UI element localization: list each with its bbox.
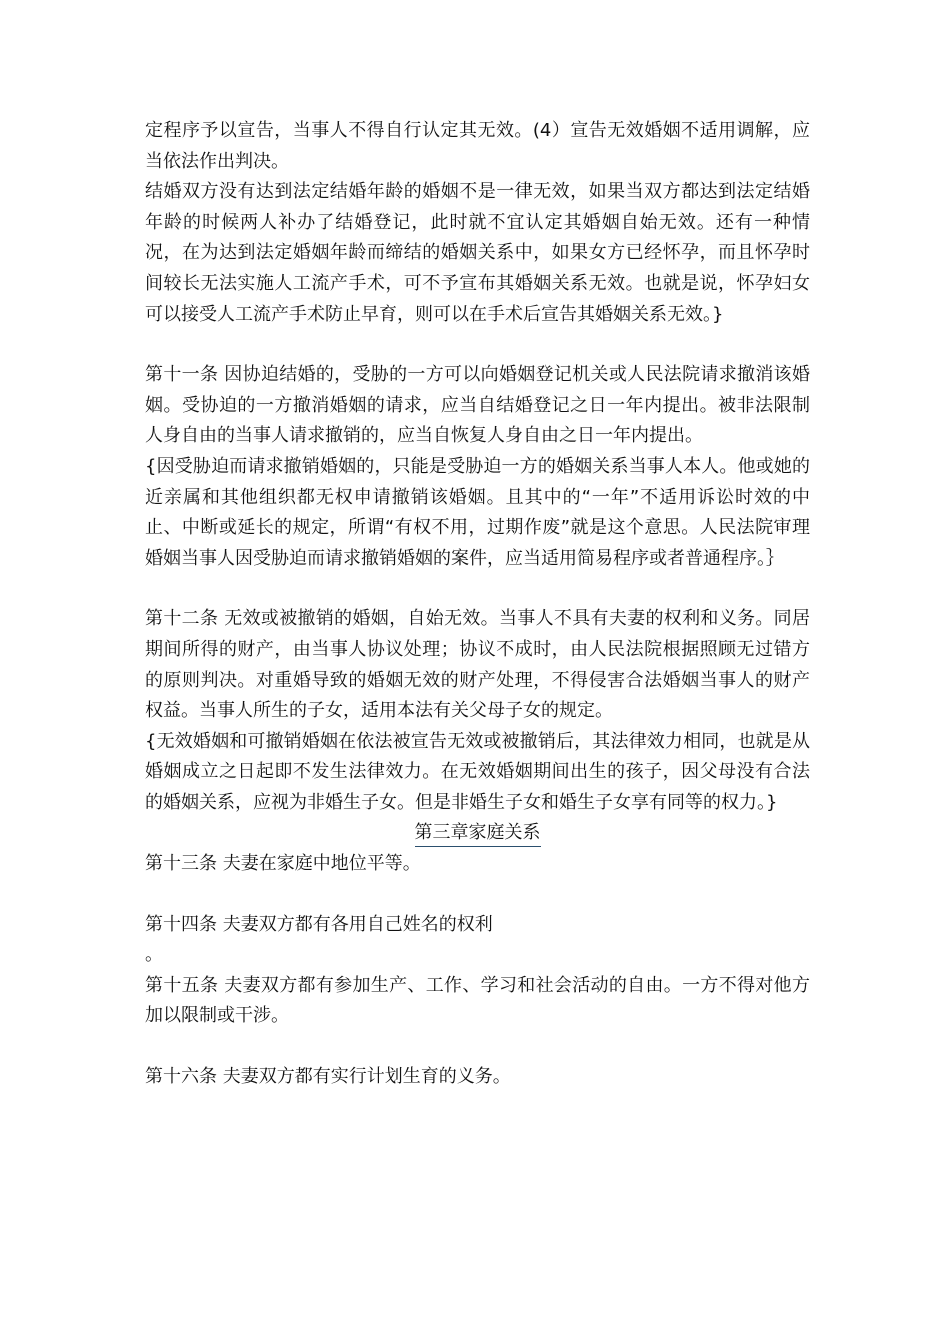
article-16: 第十六条 夫妻双方都有实行计划生育的义务。: [145, 1066, 511, 1088]
paragraph-gap: [145, 574, 810, 604]
paragraph-gap: [145, 1032, 810, 1062]
article-13: 第十三条 夫妻在家庭中地位平等。: [145, 853, 421, 875]
article-12-note: {无效婚姻和可撤销婚姻在依法被宣告无效或被撤销后，其法律效力相同，也就是从婚姻成立之日起即不发生法律效力。在无效婚姻期间出生的孩子，因父母没有合法的婚姻关系，应视为非婚生子女。但是非婚生子女和婚生子女享有同等的权力。}: [145, 730, 810, 813]
article-11: 第十一条 因协迫结婚的，受胁的一方可以向婚姻登记机关或人民法院请求撤消该婚姻。受协迫的一方撤消婚姻的请求，应当自结婚登记之日一年内提出。被非法限制人身自由的当事人请求撤销的，应当自恢复人身自由之日一年内提出。: [145, 364, 810, 447]
article-15: 第十五条 夫妻双方都有参加生产、工作、学习和社会活动的自由。一方不得对他方加以限制或干涉。: [145, 974, 810, 1027]
paragraph-art10-note: 结婚双方没有达到法定结婚年龄的婚姻不是一律无效，如果当双方都达到法定结婚年龄的时候两人补办了结婚登记，此时就不宜认定其婚姻自始无效。还有一种情况，在为达到法定婚姻年龄而缔结的婚姻关系中，如果女方已经怀孕，而且怀孕时间较长无法实施人工流产手术，可不予宣布其婚姻关系无效。也就是说，怀孕妇女可以接受人工流产手术防止早育，则可以在手术后宣告其婚姻关系无效。}: [145, 181, 810, 325]
document-body: [145, 116, 810, 1093]
chapter-title: 第三章家庭关系: [415, 821, 541, 847]
article-14-tail: 。: [145, 944, 163, 966]
paragraph-gap: [145, 880, 810, 910]
article-14: 第十四条 夫妻双方都有各用自己姓名的权利: [145, 913, 493, 935]
article-12: 第十二条 无效或被撤销的婚姻，自始无效。当事人不具有夫妻的权利和义务。同居期间所得的财产，由当事人协议处理；协议不成时，由人民法院根据照顾无过错方的原则判决。对重婚导致的婚姻无效的财产处理，不得侵害合法婚姻当事人的财产权益。当事人所生的子女，适用本法有关父母子女的规定。: [145, 608, 810, 722]
paragraph-art10-cont: 定程序予以宣告，当事人不得自行认定其无效。(4）宣告无效婚姻不适用调解，应当依法作出判决。: [145, 120, 810, 172]
article-11-note: {因受胁迫而请求撤销婚姻的，只能是受胁迫一方的婚姻关系当事人本人。他或她的近亲属和其他组织都无权申请撤销该婚姻。且其中的“一年”不适用诉讼时效的中止、中断或延长的规定，所谓“有权不用，过期作废”就是这个意思。人民法院审理婚姻当事人因受胁迫而请求撤销婚姻的案件，应当适用简易程序或者普通程序。｝: [145, 455, 810, 569]
paragraph-gap: [145, 330, 810, 360]
chapter-heading: [145, 818, 810, 849]
